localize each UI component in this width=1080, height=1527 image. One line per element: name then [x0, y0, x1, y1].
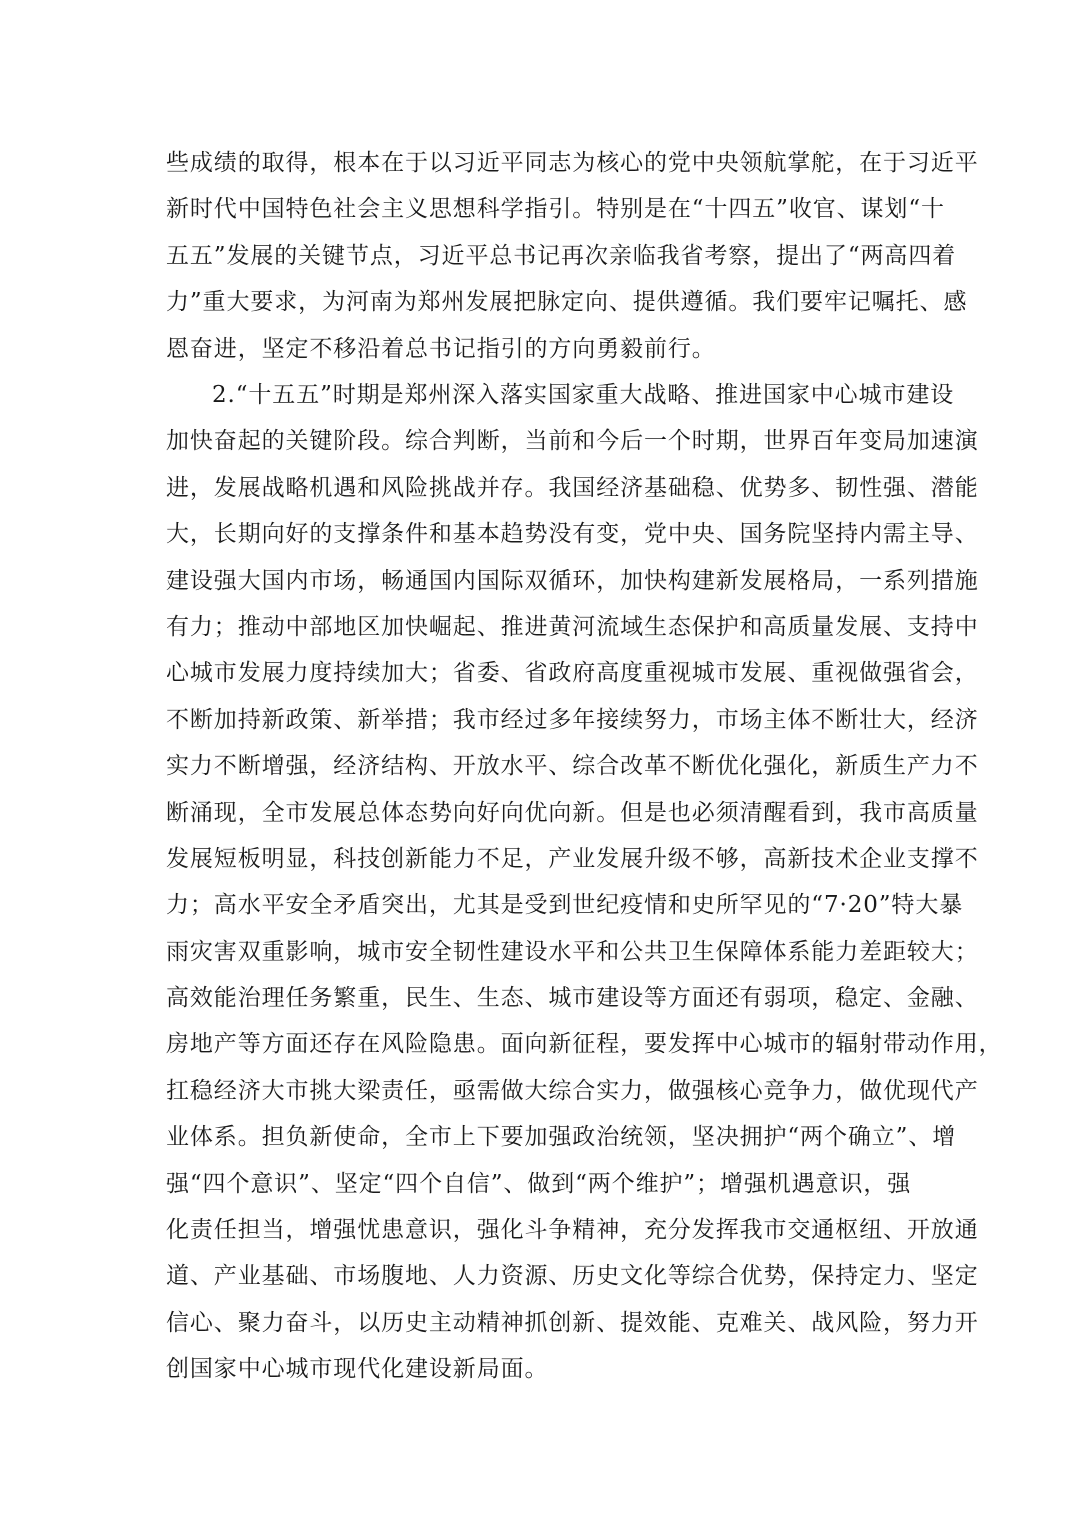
paragraph-2	[166, 372, 1003, 1393]
text-line: 力”重大要求，为河南为郑州发展把脉定向、提供遵循。我们要牢记嘱托、感	[166, 289, 968, 316]
text-line: 心城市发展力度持续加大；省委、省政府高度重视城市发展、重视做强省会，	[166, 660, 979, 687]
text-line: 创国家中心城市现代化建设新局面。	[166, 1356, 549, 1383]
text-line: 些成绩的取得，根本在于以习近平同志为核心的党中央领航掌舵，在于习近平	[166, 150, 979, 176]
text-line: 新时代中国特色社会主义思想科学指引。特别是在“十四五”收官、谋划“十	[166, 196, 945, 223]
text-line: 五五”发展的关键节点，习近平总书记再次亲临我省考察，提出了“两高四着	[166, 242, 957, 269]
text-line: 房地产等方面还存在风险隐患。面向新征程，要发挥中心城市的辐射带动作用，	[166, 1031, 1003, 1058]
text-line: 大，长期向好的支撑条件和基本趋势没有变，党中央、国务院坚持内需主导、	[166, 521, 979, 548]
text-line: 力；高水平安全矛盾突出，尤其是受到世纪疫情和史所罕见的“7·20”特大暴	[166, 892, 964, 919]
text-line: 道、产业基础、市场腹地、人力资源、历史文化等综合优势，保持定力、坚定	[166, 1263, 979, 1290]
text-line: 发展短板明显，科技创新能力不足，产业发展升级不够，高新技术企业支撑不	[166, 845, 979, 872]
text-line: 建设强大国内市场，畅通国内国际双循环，加快构建新发展格局，一系列措施	[166, 567, 979, 594]
text-line: 恩奋进，坚定不移沿着总书记指引的方向勇毅前行。	[166, 335, 716, 362]
text-line: 不断加持新政策、新举措；我市经过多年接续努力，市场主体不断壮大，经济	[166, 706, 979, 733]
text-line: 业体系。担负新使命，全市上下要加强政治统领，坚决拥护“两个确立”、增	[166, 1124, 957, 1151]
text-line: 扛稳经济大市挑大梁责任，亟需做大综合实力，做强核心竞争力，做优现代产	[166, 1077, 979, 1104]
text-line: 雨灾害双重影响，城市安全韧性建设水平和公共卫生保障体系能力差距较大；	[166, 938, 979, 965]
text-line: 进，发展战略机遇和风险挑战并存。我国经济基础稳、优势多、韧性强、潜能	[166, 474, 979, 501]
text-line: 强“四个意识”、坚定“四个自信”、做到“两个维护”；增强机遇意识，强	[166, 1170, 912, 1197]
text-line: 实力不断增强，经济结构、开放水平、综合改革不断优化强化，新质生产力不	[166, 753, 979, 780]
text-line: 断涌现，全市发展总体态势向好向优向新。但是也必须清醒看到，我市高质量	[166, 799, 979, 826]
text-line: 加快奋起的关键阶段。综合判断，当前和今后一个时期，世界百年变局加速演	[166, 428, 979, 455]
text-line-first: 2.“十五五”时期是郑州深入落实国家重大战略、推进国家中心城市建设	[212, 382, 955, 408]
text-line: 信心、聚力奋斗，以历史主动精神抓创新、提效能、克难关、战风险，努力开	[166, 1309, 979, 1336]
text-line: 高效能治理任务繁重，民生、生态、城市建设等方面还有弱项，稳定、金融、	[166, 985, 979, 1012]
text-line: 化责任担当，增强忧患意识，强化斗争精神，充分发挥我市交通枢纽、开放通	[166, 1217, 979, 1244]
text-line: 有力；推动中部地区加快崛起、推进黄河流域生态保护和高质量发展、支持中	[166, 613, 979, 640]
paragraph-1	[166, 140, 979, 372]
